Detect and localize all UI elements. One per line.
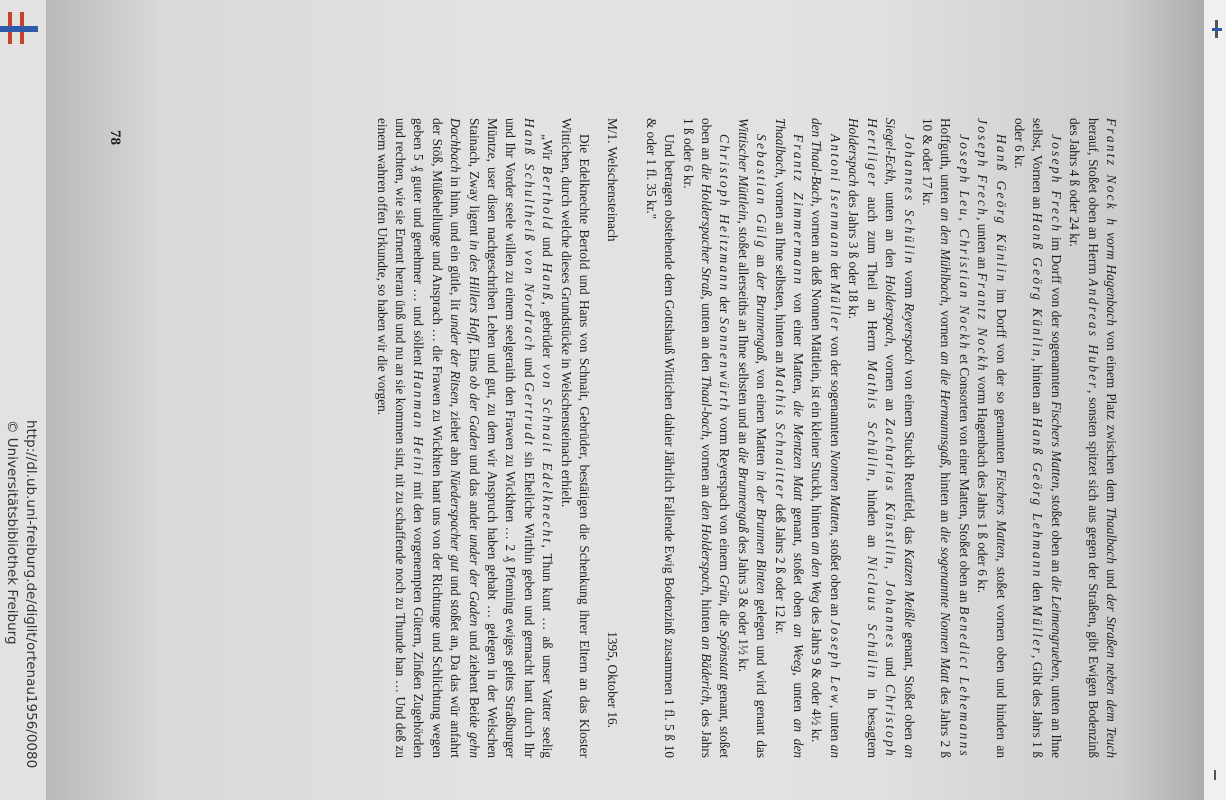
text-run: mit den vorgenempten Gütern, Zinßen Zugehörden und rechten, wie sie Ernent heran ünß und nu an sie kommen sint, nit zu schaffende noch zu Thunde han … Und deß zu einem wahren offen Urkundte, so haben wir die vorgen. bbox=[374, 118, 427, 758]
italic-text: Katzen Meißle bbox=[901, 549, 917, 628]
text-run: im Dorff von der sogenannten bbox=[1048, 233, 1064, 402]
text-run: den bbox=[1030, 578, 1046, 606]
text-run: , stoßet allerseiths an Ihne selbsten und an bbox=[735, 220, 751, 448]
spaced-name: Joseph Frech bbox=[975, 118, 991, 218]
italic-text: Nonnen Matten bbox=[827, 449, 843, 533]
text-run: genant, stoßet oben an bbox=[699, 118, 733, 758]
text-run: , des Jahrs 1 ß oder 6 kr. bbox=[680, 118, 715, 758]
italic-text: den Holderspach bbox=[699, 500, 715, 593]
printed-page bbox=[100, 118, 1120, 758]
paragraph-7 bbox=[770, 118, 807, 758]
library-logo-icon bbox=[0, 8, 40, 48]
text-run: , stoßet oben an bbox=[1048, 488, 1064, 576]
spaced-name: von Schnait Edelknecht bbox=[540, 363, 556, 545]
text-run: deß Jahrs 2 ß oder 12 kr. bbox=[772, 500, 788, 635]
watermark-url: http://dl.ub.uni-freiburg.de/diglit/ortenau1956/0080 bbox=[23, 420, 39, 769]
text-run: herauf, Stoßet oben an Herrn bbox=[1085, 118, 1101, 279]
italic-text: die Brunnengaß bbox=[735, 447, 751, 533]
text-run: , vornen an deß Nonnen Mättlein, ist ein kleiner Stuckh, hinten bbox=[809, 203, 825, 542]
text-run: auch zum Theil an Herrn bbox=[864, 188, 880, 361]
text-run: , unten an den bbox=[883, 181, 899, 276]
italic-text: Thaal-bach bbox=[699, 375, 715, 437]
page-number: 78 bbox=[107, 130, 124, 145]
spaced-name: Sonnenwürth bbox=[717, 317, 733, 413]
section-date: 1395, Oktober 16. bbox=[605, 631, 621, 728]
italic-text: Holderspach bbox=[883, 275, 899, 344]
spaced-name: Christoph Hertliger bbox=[864, 118, 899, 758]
page-edge-tick bbox=[1214, 770, 1216, 780]
text-run: , unten bbox=[791, 672, 807, 719]
watermark bbox=[2, 420, 40, 800]
italic-text: an den Weg bbox=[809, 541, 825, 604]
text-run: des Jahrs 3 ß oder 18 kr. bbox=[846, 186, 862, 319]
text-run: und bbox=[521, 352, 537, 383]
text-run: des Jahrs 2 ß 10 & oder 17 kr. bbox=[919, 118, 954, 758]
italic-text: vorm Hagenbach bbox=[1104, 227, 1119, 326]
text-run: , hinten an bbox=[1030, 358, 1046, 418]
italic-text: Holderspach bbox=[846, 118, 862, 187]
spaced-name: Christoph Heitzmann bbox=[717, 134, 733, 293]
italic-text: die Holderspacher Straß bbox=[699, 163, 715, 297]
italic-text: der Brunnengaß bbox=[754, 272, 770, 361]
spaced-name: Joseph Frech bbox=[1048, 134, 1064, 234]
text-run: und bbox=[883, 649, 899, 685]
italic-text: an Weeg bbox=[791, 624, 807, 673]
italic-text: Reyerspach bbox=[901, 302, 917, 365]
text-run: , Thun kunt … aß unser Vatter seelig bbox=[540, 544, 556, 758]
text-run: , stoßet oben an bbox=[827, 532, 843, 620]
spaced-name: Hanß Geörg Lehmann bbox=[1030, 417, 1046, 579]
text-run: des Jahrs 9 & oder 4½ kr. bbox=[809, 603, 825, 743]
italic-text: an den Thaal-Bach bbox=[809, 118, 843, 759]
text-run: an bbox=[754, 249, 770, 273]
spaced-name: Johannes Schülin bbox=[901, 134, 917, 266]
text-run: genant, stoßet oben bbox=[791, 500, 807, 625]
spaced-name: Joseph Lew bbox=[827, 619, 843, 706]
paragraph-1 bbox=[1065, 118, 1120, 758]
italic-text: gehn Dachbach bbox=[448, 118, 482, 758]
italic-text: Wittischer Müttlein bbox=[735, 118, 751, 221]
text-run: , vornen an bbox=[883, 343, 899, 419]
text-run: der bbox=[717, 292, 733, 318]
paragraph-8 bbox=[733, 118, 770, 758]
text-run: von der sogenannten bbox=[827, 332, 843, 450]
text-run: und stoßet an, Da das wür anfahrt der Stöß, Müßehellunge und Ansprach … die Frawen zu Wickhten hant uns von der Richtunge und Schlichtung wegen geben 5 ₰ guter und genehmer … und söllent bbox=[411, 118, 464, 758]
italic-text: Nüederspacher gut bbox=[448, 469, 464, 572]
text-run: vorm bbox=[901, 265, 917, 303]
italic-text: an Siegel-Eckh bbox=[883, 118, 917, 758]
text-run: , Eins bbox=[466, 340, 482, 376]
paragraph-10: Und betragen obstehende dem Gottshauß Wittichen dahier Jährlich Fallende Ewig Bodenzinß zusammen 1 fl. 5 ß 10 & oder 1 fl. 35 kr." bbox=[643, 118, 678, 758]
italic-text: an Bäderich bbox=[699, 636, 715, 703]
italic-text: ob der Gaden bbox=[466, 375, 482, 451]
italic-text: under der Ritsen bbox=[448, 314, 464, 404]
spaced-name: Mathis Schnaitter bbox=[772, 366, 788, 501]
spaced-name: Gertrudt bbox=[521, 382, 537, 448]
spaced-name: Sebastian Gülg bbox=[754, 134, 770, 250]
italic-text: der Straßen neben dem Teuch bbox=[1104, 593, 1119, 759]
italic-text: an den Mühlbach bbox=[938, 207, 954, 303]
spaced-name: Müller bbox=[1030, 605, 1046, 656]
text-run: und bbox=[1104, 563, 1119, 594]
text-run: vorm Reyerspach von einem bbox=[717, 412, 733, 575]
text-run: , die bbox=[717, 602, 733, 631]
spaced-name: Müller bbox=[827, 282, 843, 333]
italic-text: in der Brunnen Binten bbox=[754, 470, 770, 595]
italic-text: die Mentzen Matt bbox=[791, 400, 807, 501]
spaced-name: Hanß Geörg Künlin bbox=[1030, 212, 1046, 359]
spaced-name: Hanß Schultheiß von Nordrach bbox=[521, 118, 537, 353]
section-heading: M/1. Welschensteinach bbox=[605, 118, 621, 242]
spaced-name: Frantz Nock h bbox=[1104, 118, 1119, 228]
italic-text: Fischers Matten bbox=[993, 469, 1009, 559]
italic-text: Grün bbox=[717, 574, 733, 603]
text-run: und das ander bbox=[466, 450, 482, 535]
text-run: der bbox=[827, 259, 843, 283]
text-run: gelegen und wird genant das bbox=[754, 594, 770, 758]
spaced-name: Hanß Geörg Künlin bbox=[993, 134, 1009, 284]
text-run: von einer Matten, bbox=[791, 286, 807, 401]
watermark-copyright: © Universitätsbibliothek Freiburg bbox=[4, 420, 20, 645]
text-run: , vornen an bbox=[699, 436, 715, 501]
text-run: , von einen Matten bbox=[754, 360, 770, 471]
text-run: , Gibt des Jahrs 1 ß oder 6 kr. bbox=[1011, 118, 1046, 759]
page-edge-icon bbox=[1212, 20, 1222, 38]
text-run: „Wir bbox=[540, 134, 556, 166]
text-run: , gebrüder bbox=[540, 301, 556, 364]
paragraph-5 bbox=[844, 118, 918, 758]
text-run: , hinten an bbox=[938, 464, 954, 527]
italic-text: an die Hermannsgaß bbox=[938, 351, 954, 465]
text-run: Hoffguth, unten bbox=[938, 118, 954, 208]
italic-text: in des Hillers Hoff bbox=[466, 239, 482, 341]
text-run: , sonsten spitzet sich aus gegen der Straßen, gibt Ewigen Bodenzinß des Jahrs 4 ß oder 24 kr. bbox=[1067, 118, 1101, 758]
spaced-name: Frantz Nockh bbox=[975, 272, 991, 373]
section-heading-row bbox=[603, 118, 621, 728]
spaced-name: Benedict Lehemanns bbox=[956, 606, 972, 758]
paragraph-11: Die Edelknechte Bertold und Hans von Schnait, Gebrüder, bestätigen die Schenkung ihrer Eltern an das Kloster Wittichen, durch welche dieses Grundstücke in Welschensteinach erhielt. bbox=[558, 118, 593, 758]
paragraph-9 bbox=[678, 118, 733, 758]
text-run: , vornen bbox=[938, 302, 954, 352]
spaced-name: Zacharias Künstlin, Johannes bbox=[883, 418, 899, 650]
text-run: von einem Platz zwischen dem bbox=[1104, 325, 1119, 508]
text-run: , unten an Ihne selbst, Vornen an bbox=[1030, 118, 1064, 759]
spaced-name: Mathis Schülin bbox=[864, 360, 880, 478]
italic-text: Spönstatt bbox=[717, 630, 733, 680]
text-run: , unten bbox=[827, 705, 843, 745]
text-run: vorm Hagenbach des Jahrs 1 ß oder 6 kr. bbox=[975, 372, 991, 593]
spaced-name: Andreas Huber bbox=[1085, 278, 1101, 390]
spaced-name: Niclaus Schülin bbox=[864, 556, 880, 680]
text-run: des Jahrs 3 & oder 1½ kr. bbox=[735, 532, 751, 672]
text-run: , vornen an Ihne selbsten, hinten an bbox=[772, 174, 788, 367]
text-run: in besagtem bbox=[864, 679, 880, 758]
italic-text: die Leimengrueben bbox=[1048, 575, 1064, 679]
text-run: in hinn, und ein gütle, lit bbox=[448, 172, 464, 315]
spaced-name: Joseph Leu, Christian Nockh bbox=[956, 134, 972, 351]
paragraph-3 bbox=[973, 118, 1010, 758]
text-run: und ziehent Beide bbox=[466, 626, 482, 733]
text-run: , unten an den bbox=[699, 296, 715, 376]
text-run: und bbox=[540, 230, 556, 263]
text-run: , unten an bbox=[975, 217, 991, 273]
text-run: , ziehet abn bbox=[448, 403, 464, 470]
italic-text: under der Gaden bbox=[466, 534, 482, 627]
text-run: sin Eheliche Wirthin geben und gemacht hant durch Ihr und Ihr Vorder seele willen zu einem seelgeraith den Frawen zu Wickhten … 2 ₰ Pfenning ewiges geltes Straßburger Müntze, user disen nachgeschriben Lehen und gut, zu dem wir Anspruch haben gehabt … gelegen in der Welschen Stainach, Zway ligent bbox=[466, 118, 537, 759]
text-run: von einem Stuckh Reutfeld, das bbox=[901, 364, 917, 550]
paragraph-2 bbox=[1010, 118, 1065, 758]
text-run: genant, Stoßet oben bbox=[901, 627, 917, 745]
spaced-name: Hanman Heini bbox=[411, 370, 427, 478]
italic-text: Fischers Matten bbox=[1048, 401, 1064, 489]
italic-text: die sogenannte Nonnen Matt bbox=[938, 526, 954, 683]
paragraph-12 bbox=[372, 118, 556, 758]
text-run: et Consorten von einer Matten, Stoßet oben an bbox=[956, 350, 972, 607]
italic-text: an den Thaalbach bbox=[772, 118, 807, 758]
paragraph-4 bbox=[918, 118, 973, 758]
text-run: im Dorff von der so genannten bbox=[993, 283, 1009, 470]
spaced-name: Berthold bbox=[540, 165, 556, 231]
spaced-name: Hanß bbox=[540, 262, 556, 302]
text-run: , hinden an bbox=[864, 477, 880, 557]
italic-text: Thaalbach bbox=[1104, 507, 1119, 564]
text-run: , stoßet vornen oben und hinden an bbox=[993, 558, 1009, 758]
text-run: , hinten bbox=[699, 592, 715, 637]
spaced-name: Frantz Zimmermann bbox=[791, 134, 807, 287]
right-gutter bbox=[1204, 0, 1226, 800]
spaced-name: Antoni Isenmann bbox=[827, 134, 843, 260]
paragraph-6 bbox=[807, 118, 844, 758]
